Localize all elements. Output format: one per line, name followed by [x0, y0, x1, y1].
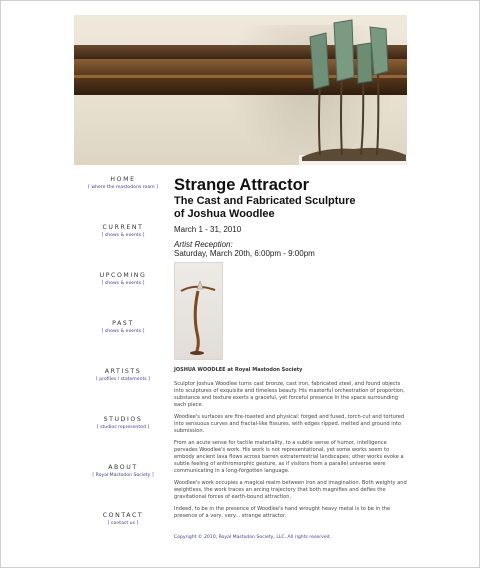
nav-item-about[interactable] — [74, 464, 172, 512]
reception-time: Saturday, March 20th, 6:00pm - 9:00pm — [174, 249, 315, 258]
sculpture-photo[interactable] — [174, 262, 223, 360]
page-subtitle-line1: The Cast and Fabricated Sculpture — [174, 195, 356, 207]
nav-item-upcoming[interactable] — [74, 272, 172, 320]
nav-item-contact[interactable] — [74, 512, 172, 560]
nav-item-studios[interactable] — [74, 416, 172, 464]
hero-sculpture-figures — [74, 15, 407, 165]
nav-subtitle[interactable]: [ shows & events ] — [101, 329, 145, 334]
paragraph-4: Woodlee's work occupies a magical realm between iron and imagination. Both weighty and weightless, the work traces an arcing trajectory that both magnifies and defies the gravitational forces of earth-bound attraction. — [174, 480, 407, 500]
nav-title: PAST — [112, 320, 134, 327]
nav-subtitle[interactable]: [ contact us ] — [107, 521, 139, 526]
nav-subtitle[interactable]: [ profiles / statements ] — [96, 377, 150, 382]
nav-title: ARTISTS — [104, 368, 142, 375]
sidebar-nav — [74, 176, 172, 560]
hero-image — [74, 15, 407, 165]
nav-subtitle[interactable]: [ Royal Mastodon Society ] — [92, 473, 154, 478]
photo-caption: JOSHUA WOODLEE at Royal Mastodon Society — [174, 367, 303, 373]
page-subtitle-line2: of Joshua Woodlee — [174, 207, 275, 220]
nav-title: CONTACT — [102, 512, 144, 519]
page-title: Strange Attractor — [174, 176, 310, 194]
paragraph-2: Woodlee's surfaces are fire-roasted and physical: forged and fused, torch-cut and tortured into sensuous curves and fractal-like fissures, with edges ripped, melted and ground into submission. — [174, 414, 405, 434]
nav-subtitle[interactable]: [ shows & events ] — [101, 281, 145, 286]
paragraph-5: Indeed, to be in the presence of Woodlee's hand wrought heavy metal is to be in the presence of a very, very... strange attractor. — [174, 506, 391, 519]
copyright-notice: Copyright © 2010, Royal Mastodon Society, LLC. All rights reserved. — [174, 535, 332, 540]
paragraph-1: Sculptor Joshua Woodlee turns cast bronze, cast iron, fabricated steel, and found objects into sculptures of exquisite and timeless beauty. His masterful orchestration of proportion, substance and texture exerts a graceful, yet forceful presence in the space surrounding each piece. — [174, 381, 405, 408]
sculpture-photo-figure — [175, 263, 222, 359]
nav-subtitle[interactable]: [ studios represented ] — [96, 425, 150, 430]
nav-subtitle[interactable]: [ where the mastodons roam ] — [88, 185, 158, 190]
nav-item-current[interactable] — [74, 224, 172, 272]
nav-title: STUDIOS — [103, 416, 143, 423]
nav-title: UPCOMING — [99, 272, 147, 279]
nav-item-artists[interactable] — [74, 368, 172, 416]
nav-subtitle[interactable]: [ shows & events ] — [101, 233, 145, 238]
exhibit-dates: March 1 - 31, 2010 — [174, 225, 242, 234]
nav-title: CURRENT — [102, 224, 144, 231]
article-body — [174, 381, 410, 525]
nav-item-past[interactable] — [74, 320, 172, 368]
reception-label: Artist Reception: — [174, 240, 233, 249]
paragraph-3: From an acute sense for tactile materiality, to a subtle sense of humor, intelligence pervades Woodlee's work. His work is not representational, yet some works seem to embody ancient lava flows across barren extraterrestrial landscapes; other works evoke a subtle feeling of anthromorphic gesture, as if visitors from a parallel universe were communicating in a long-forgotten language. — [174, 440, 404, 474]
main-content — [174, 176, 410, 540]
nav-title: HOME — [110, 176, 136, 183]
nav-item-home[interactable] — [74, 176, 172, 224]
nav-title: ABOUT — [108, 464, 138, 471]
